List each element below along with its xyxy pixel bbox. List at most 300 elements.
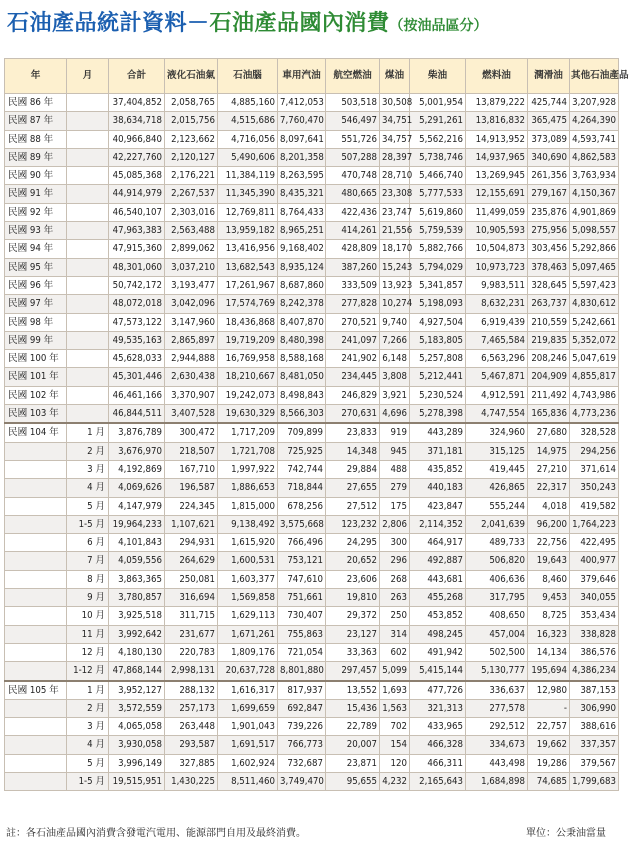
year-cell [5,497,67,515]
table-row [5,405,619,424]
value-cell: 702 [380,718,410,736]
header-other: 其他石油產品 [570,59,619,94]
consumption-table [4,58,629,791]
value-cell: 371,614 [570,460,619,478]
value-cell: 15,243 [380,258,410,276]
value-cell: 46,461,166 [109,386,165,404]
value-cell: 4,747,554 [466,405,528,424]
value-cell: 11,384,119 [218,167,278,185]
value-cell: 277,578 [466,699,528,717]
year-cell: 民國 95 年 [5,258,67,276]
table-row [5,442,619,460]
value-cell: 294,256 [570,442,619,460]
month-cell: 1-5 月 [67,515,109,533]
value-cell: 27,680 [528,423,570,442]
value-cell: 23,871 [326,754,380,772]
value-cell: 4,192,869 [109,460,165,478]
value-cell: 2,165,643 [410,772,466,790]
value-cell: 1,693 [380,681,410,700]
value-cell: 340,690 [528,148,570,166]
year-cell [5,718,67,736]
month-cell [67,94,109,112]
value-cell: 3,193,477 [165,276,218,294]
value-cell: 387,260 [326,258,380,276]
value-cell: 3,952,127 [109,681,165,700]
value-cell: 503,518 [326,94,380,112]
value-cell: 47,915,360 [109,240,165,258]
year-cell [5,460,67,478]
value-cell: 27,512 [326,497,380,515]
table-row [5,570,619,588]
value-cell: 5,099 [380,662,410,681]
value-cell: 19,719,209 [218,331,278,349]
value-cell: 466,311 [410,754,466,772]
value-cell: 13,269,945 [466,167,528,185]
month-cell: 1-12 月 [67,662,109,681]
value-cell: 4,830,612 [570,295,619,313]
year-cell [5,442,67,460]
value-cell: 5,466,740 [410,167,466,185]
value-cell: 9,983,511 [466,276,528,294]
value-cell: 321,313 [410,699,466,717]
table-header-row [5,59,619,94]
value-cell: 425,744 [528,94,570,112]
value-cell: 4,232 [380,772,410,790]
value-cell: 5,097,465 [570,258,619,276]
value-cell: 2,176,221 [165,167,218,185]
value-cell: 766,496 [278,534,326,552]
value-cell: 4,773,236 [570,405,619,424]
header-year: 年 [5,59,67,94]
header-jet-fuel: 航空燃油 [326,59,380,94]
value-cell: 8,511,460 [218,772,278,790]
value-cell: 10,274 [380,295,410,313]
header-kerosene: 煤油 [380,59,410,94]
footnote: 註：各石油產品國內消費含發電汽電用、能源部門自用及最終消費。 [6,828,306,839]
value-cell: 19,643 [528,552,570,570]
value-cell: 1,602,924 [218,754,278,772]
value-cell: 742,744 [278,460,326,478]
value-cell: 502,500 [466,643,528,661]
table-row [5,276,619,294]
value-cell: 477,726 [410,681,466,700]
month-cell: 7 月 [67,552,109,570]
value-cell: 1,699,659 [218,699,278,717]
value-cell: 8,764,433 [278,203,326,221]
value-cell: 4,885,160 [218,94,278,112]
value-cell: 13,959,182 [218,222,278,240]
value-cell: 29,884 [326,460,380,478]
value-cell: 38,634,718 [109,112,165,130]
value-cell: 8,566,303 [278,405,326,424]
value-cell: 47,868,144 [109,662,165,681]
value-cell: 28,397 [380,148,410,166]
table-row [5,130,619,148]
header-diesel: 柴油 [410,59,466,94]
value-cell: 3,808 [380,368,410,386]
header-fuel-oil: 燃料油 [466,59,528,94]
value-cell: 5,278,398 [410,405,466,424]
value-cell: 1,430,225 [165,772,218,790]
value-cell: 328,645 [528,276,570,294]
table-row [5,368,619,386]
value-cell: 1,997,922 [218,460,278,478]
value-cell: 4,150,367 [570,185,619,203]
value-cell: 408,650 [466,607,528,625]
value-cell: 739,226 [278,718,326,736]
value-cell: 466,328 [410,736,466,754]
value-cell: 12,155,691 [466,185,528,203]
value-cell: 817,937 [278,681,326,700]
value-cell: 428,809 [326,240,380,258]
value-cell: 13,552 [326,681,380,700]
year-cell: 民國 103 年 [5,405,67,424]
value-cell: 8,263,595 [278,167,326,185]
value-cell: 19,630,329 [218,405,278,424]
value-cell: 5,292,866 [570,240,619,258]
value-cell: 120 [380,754,410,772]
month-cell [67,167,109,185]
table-row [5,423,619,442]
value-cell: 419,445 [466,460,528,478]
month-cell: 11 月 [67,625,109,643]
value-cell: 294,931 [165,534,218,552]
value-cell: 387,153 [570,681,619,700]
value-cell: 23,833 [326,423,380,442]
value-cell: 9,138,492 [218,515,278,533]
year-cell: 民國 87 年 [5,112,67,130]
value-cell: 22,757 [528,718,570,736]
value-cell: 241,097 [326,331,380,349]
value-cell: 45,628,033 [109,350,165,368]
value-cell: 175 [380,497,410,515]
value-cell: 279,167 [528,185,570,203]
value-cell: 9,168,402 [278,240,326,258]
month-cell [67,112,109,130]
table-row [5,662,619,681]
header-naphtha: 石油腦 [218,59,278,94]
value-cell: 373,089 [528,130,570,148]
value-cell: 3,575,668 [278,515,326,533]
value-cell: 6,148 [380,350,410,368]
month-cell: 1-5 月 [67,772,109,790]
value-cell: 16,769,958 [218,350,278,368]
year-cell [5,607,67,625]
value-cell: 7,266 [380,331,410,349]
value-cell: 498,245 [410,625,466,643]
year-cell [5,570,67,588]
month-cell: 10 月 [67,607,109,625]
value-cell: 10,504,873 [466,240,528,258]
value-cell: 8,801,880 [278,662,326,681]
value-cell: 4,059,556 [109,552,165,570]
value-cell: 20,007 [326,736,380,754]
value-cell: 47,573,122 [109,313,165,331]
value-cell: 2,899,062 [165,240,218,258]
value-cell: 8,687,860 [278,276,326,294]
header-total: 合計 [109,59,165,94]
value-cell: 7,465,584 [466,331,528,349]
value-cell: 1,616,317 [218,681,278,700]
month-cell [67,203,109,221]
value-cell: 34,751 [380,112,410,130]
value-cell: 470,748 [326,167,380,185]
value-cell: 7,760,470 [278,112,326,130]
year-cell: 民國 101 年 [5,368,67,386]
value-cell: 4,065,058 [109,718,165,736]
title-sub: 石油產品國內消費 [209,11,390,36]
value-cell: 5,738,746 [410,148,466,166]
year-cell: 民國 86 年 [5,94,67,112]
year-cell: 民國 89 年 [5,148,67,166]
value-cell: 5,242,661 [570,313,619,331]
value-cell: 1,569,858 [218,589,278,607]
value-cell: 45,085,368 [109,167,165,185]
value-cell: 1,717,209 [218,423,278,442]
value-cell: 14,134 [528,643,570,661]
value-cell: 5,467,871 [466,368,528,386]
value-cell: 1,764,223 [570,515,619,533]
value-cell: 19,662 [528,736,570,754]
value-cell: 9,453 [528,589,570,607]
table-row [5,313,619,331]
value-cell: 5,597,423 [570,276,619,294]
value-cell: 297,457 [326,662,380,681]
value-cell: 316,694 [165,589,218,607]
value-cell: 211,492 [528,386,570,404]
value-cell: 718,844 [278,479,326,497]
table-row [5,386,619,404]
value-cell: 1,901,043 [218,718,278,736]
month-cell [67,240,109,258]
value-cell: 919 [380,423,410,442]
table-row [5,203,619,221]
value-cell: 314 [380,625,410,643]
value-cell: 5,759,539 [410,222,466,240]
value-cell: 250 [380,607,410,625]
value-cell: 14,348 [326,442,380,460]
value-cell: 17,574,769 [218,295,278,313]
value-cell: 44,914,979 [109,185,165,203]
value-cell: 11,499,059 [466,203,528,221]
value-cell: 422,436 [326,203,380,221]
table-row [5,350,619,368]
month-cell [67,148,109,166]
value-cell: 5,352,072 [570,331,619,349]
value-cell: 18,170 [380,240,410,258]
value-cell: 3,876,789 [109,423,165,442]
value-cell: 204,909 [528,368,570,386]
table-row [5,479,619,497]
value-cell: 22,317 [528,479,570,497]
value-cell: 14,913,952 [466,130,528,148]
value-cell: 4,515,686 [218,112,278,130]
value-cell: 311,715 [165,607,218,625]
value-cell: 2,630,438 [165,368,218,386]
value-cell: 18,210,667 [218,368,278,386]
value-cell: 48,072,018 [109,295,165,313]
year-cell: 民國 94 年 [5,240,67,258]
year-cell [5,662,67,681]
header-lubricant: 潤滑油 [528,59,570,94]
value-cell: 208,246 [528,350,570,368]
value-cell: 49,535,163 [109,331,165,349]
value-cell: 16,323 [528,625,570,643]
value-cell: 1,886,653 [218,479,278,497]
value-cell: 4,743,986 [570,386,619,404]
year-cell: 民國 98 年 [5,313,67,331]
value-cell: 12,769,811 [218,203,278,221]
value-cell: 261,356 [528,167,570,185]
value-cell: 13,879,222 [466,94,528,112]
year-cell [5,625,67,643]
value-cell: 414,261 [326,222,380,240]
month-cell: 4 月 [67,736,109,754]
table-row [5,94,619,112]
value-cell: 8,498,843 [278,386,326,404]
value-cell: 3,863,365 [109,570,165,588]
value-cell: 6,919,439 [466,313,528,331]
value-cell: 4,069,626 [109,479,165,497]
value-cell: 23,127 [326,625,380,643]
value-cell: 123,232 [326,515,380,533]
value-cell: 5,291,261 [410,112,466,130]
table-row [5,460,619,478]
value-cell: 2,998,131 [165,662,218,681]
unit-label: 單位：公秉油當量 [526,828,606,839]
value-cell: 406,636 [466,570,528,588]
value-cell: 5,794,029 [410,258,466,276]
value-cell: 303,456 [528,240,570,258]
value-cell: 435,852 [410,460,466,478]
value-cell: 13,923 [380,276,410,294]
value-cell: 338,828 [570,625,619,643]
value-cell: 730,407 [278,607,326,625]
value-cell: 74,685 [528,772,570,790]
table-row [5,258,619,276]
value-cell: 270,631 [326,405,380,424]
value-cell: 3,921 [380,386,410,404]
value-cell: 29,372 [326,607,380,625]
value-cell: 154 [380,736,410,754]
year-cell [5,699,67,717]
year-cell: 民國 92 年 [5,203,67,221]
value-cell: 602 [380,643,410,661]
value-cell: 22,789 [326,718,380,736]
value-cell: 47,963,383 [109,222,165,240]
month-cell [67,386,109,404]
value-cell: 8,935,124 [278,258,326,276]
value-cell: 3,042,096 [165,295,218,313]
value-cell: 19,810 [326,589,380,607]
value-cell: 28,710 [380,167,410,185]
value-cell: 4,862,583 [570,148,619,166]
value-cell: 264,629 [165,552,218,570]
value-cell: 1,671,261 [218,625,278,643]
value-cell: 2,806 [380,515,410,533]
table-row [5,497,619,515]
value-cell: 263,737 [528,295,570,313]
month-cell [67,258,109,276]
year-cell [5,754,67,772]
value-cell: 423,847 [410,497,466,515]
value-cell: 8,632,231 [466,295,528,313]
year-cell: 民國 104 年 [5,423,67,442]
value-cell: 8,201,358 [278,148,326,166]
year-cell: 民國 93 年 [5,222,67,240]
value-cell: 3,780,857 [109,589,165,607]
value-cell: 480,665 [326,185,380,203]
table-row [5,718,619,736]
month-cell [67,276,109,294]
value-cell: 419,582 [570,497,619,515]
value-cell: 20,637,728 [218,662,278,681]
value-cell: 165,836 [528,405,570,424]
month-cell: 5 月 [67,497,109,515]
value-cell: 1,603,377 [218,570,278,588]
value-cell: 17,261,967 [218,276,278,294]
value-cell: 8,965,251 [278,222,326,240]
value-cell: 23,747 [380,203,410,221]
value-cell: 4,264,390 [570,112,619,130]
value-cell: 5,562,216 [410,130,466,148]
value-cell: 3,207,928 [570,94,619,112]
value-cell: 422,495 [570,534,619,552]
month-cell: 4 月 [67,479,109,497]
month-cell: 3 月 [67,460,109,478]
table-row [5,643,619,661]
value-cell: 288,132 [165,681,218,700]
year-cell [5,534,67,552]
value-cell: 277,828 [326,295,380,313]
month-cell: 1 月 [67,681,109,700]
value-cell: 13,682,543 [218,258,278,276]
table-row [5,754,619,772]
value-cell: 19,242,073 [218,386,278,404]
value-cell: 5,212,441 [410,368,466,386]
table-row [5,681,619,700]
value-cell: 353,434 [570,607,619,625]
value-cell: 292,512 [466,718,528,736]
value-cell: 46,844,511 [109,405,165,424]
year-cell: 民國 102 年 [5,386,67,404]
value-cell: 241,902 [326,350,380,368]
value-cell: 42,227,760 [109,148,165,166]
value-cell: 333,509 [326,276,380,294]
value-cell: 219,835 [528,331,570,349]
month-cell [67,222,109,240]
month-cell: 6 月 [67,534,109,552]
value-cell: 5,198,093 [410,295,466,313]
value-cell: 167,710 [165,460,218,478]
value-cell: 3,407,528 [165,405,218,424]
value-cell: 3,147,960 [165,313,218,331]
month-cell: 12 月 [67,643,109,661]
value-cell: 443,681 [410,570,466,588]
value-cell: 37,404,852 [109,94,165,112]
value-cell: 95,655 [326,772,380,790]
value-cell: 491,942 [410,643,466,661]
value-cell: 5,415,144 [410,662,466,681]
value-cell: 5,882,766 [410,240,466,258]
month-cell [67,331,109,349]
value-cell: 747,610 [278,570,326,588]
value-cell: 371,181 [410,442,466,460]
value-cell: 224,345 [165,497,218,515]
value-cell: 270,521 [326,313,380,331]
value-cell: 27,655 [326,479,380,497]
value-cell: 4,901,869 [570,203,619,221]
